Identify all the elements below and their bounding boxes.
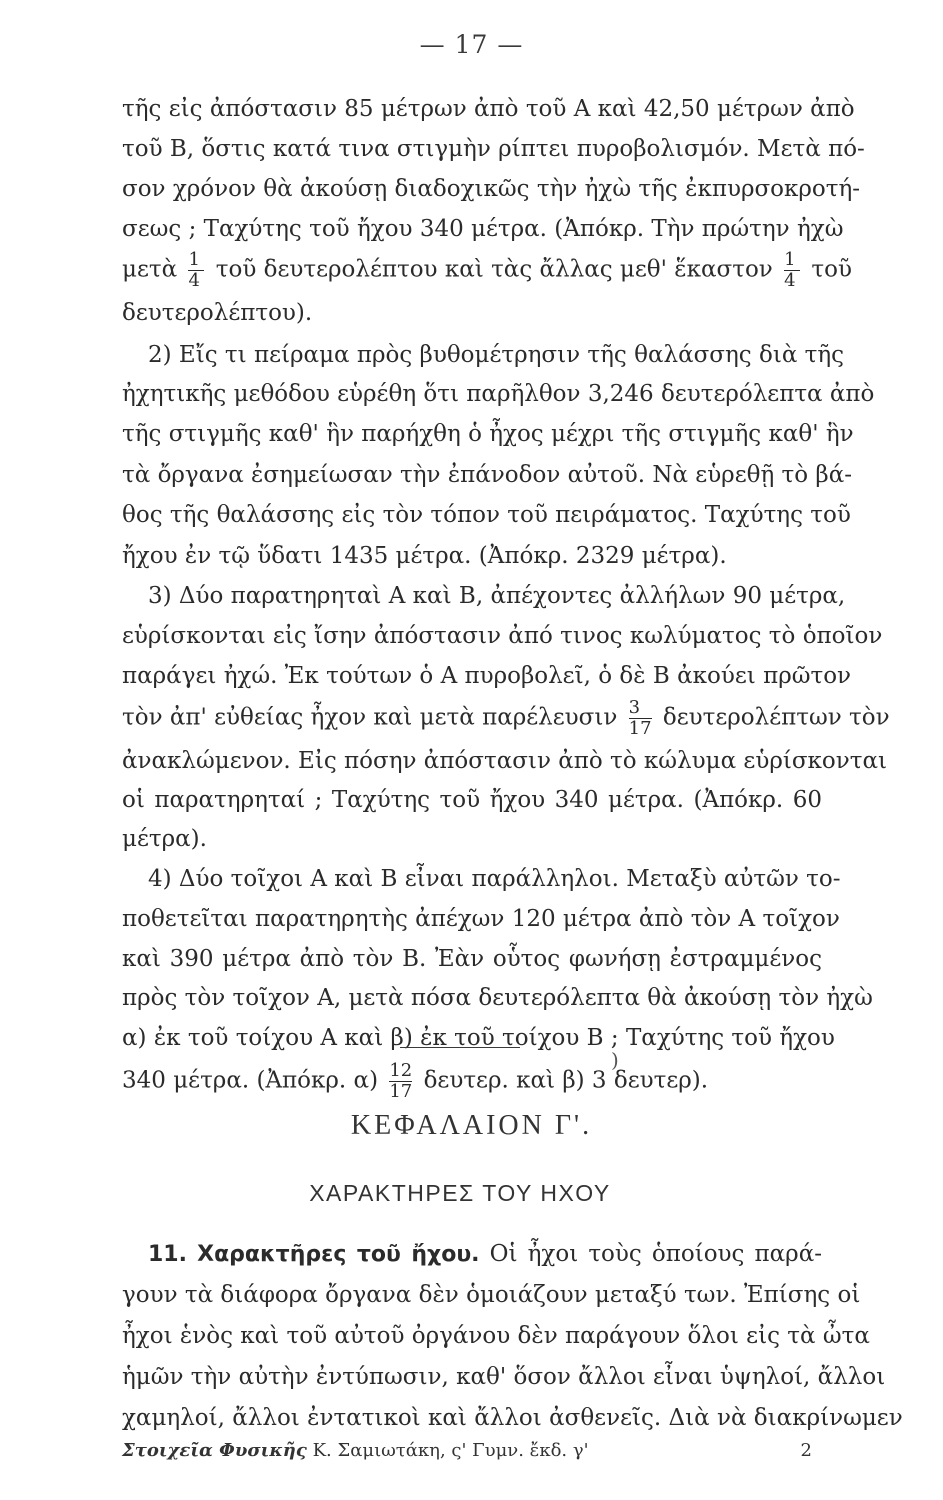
ex1-line-6: δευτερολέπτου).: [122, 300, 313, 326]
section-divider-rule: [400, 1047, 520, 1048]
ex1-line-5-b: τοῦ δευτερολέπτου καὶ τὰς ἄλλας μεθ' ἕκαστον: [215, 256, 773, 283]
ex3-line-3: παράγει ἠχώ. Ἐκ τούτων ὁ Α πυροβολεῖ, ὁ δὲ Β ἀκούει πρῶτον: [122, 663, 852, 689]
fraction-three-seventeenths: [629, 698, 652, 739]
fraction-numerator: 1: [784, 249, 796, 270]
fraction-one-quarter: [784, 250, 800, 291]
ex1-line-4: σεως ; Ταχύτης τοῦ ἤχου 340 μέτρα. (Ἀπόκρ. Τὴν πρώτην ἠχὼ: [122, 216, 844, 242]
ex2-line-1: 2) Εἴς τι πείραμα πρὸς βυθομέτρησιν τῆς θαλάσσης διὰ τῆς: [148, 342, 845, 368]
fraction-denominator: 4: [784, 270, 796, 291]
section-11-line-1: [148, 1237, 822, 1272]
ex4-line-5: α) ἐκ τοῦ τοίχου Α καὶ β) ἐκ τοῦ τοίχου Β ; Ταχύτης τοῦ ἤχου: [122, 1025, 835, 1051]
ex1-line-5-a: μετὰ: [122, 256, 178, 283]
page-number: — 17 —: [419, 30, 524, 59]
ex3-line-4-b: δευτερολέπτων τὸν: [662, 704, 890, 731]
section-11-line-2: γουν τὰ διάφορα ὄργανα δὲν ὁμοιάζουν μεταξύ των. Ἐπίσης οἱ: [122, 1282, 861, 1308]
ex2-line-6: ἤχου ἐν τῷ ὕδατι 1435 μέτρα. (Ἀπόκρ. 2329 μέτρα).: [122, 543, 727, 569]
ex1-line-1: τῆς εἰς ἀπόστασιν 85 μέτρων ἀπὸ τοῦ Α καὶ 42,50 μέτρων ἀπὸ: [122, 96, 855, 122]
ex3-line-7: μέτρα).: [122, 826, 207, 852]
ex3-line-1: 3) Δύο παρατηρηταὶ Α καὶ Β, ἀπέχοντες ἀλλήλων 90 μέτρα,: [148, 583, 846, 609]
ex2-line-4: τὰ ὄργανα ἐσημείωσαν τὴν ἐπάνοδον αὐτοῦ. Νὰ εὑρεθῇ τὸ βά-: [122, 462, 853, 488]
chapter-title: ΚΕΦΑΛΑΙΟΝ Γ'.: [350, 1110, 593, 1141]
ex1-line-5-c: τοῦ: [811, 256, 852, 283]
page-footer: [122, 1440, 812, 1461]
ex2-line-2: ἠχητικῆς μεθόδου εὑρέθη ὅτι παρῆλθον 3,246 δευτερόλεπτα ἀπὸ: [122, 381, 875, 407]
fraction-one-quarter: [188, 250, 204, 291]
section-11-line-3: ἦχοι ἑνὸς καὶ τοῦ αὐτοῦ ὀργάνου δὲν παράγουν ὅλοι εἰς τὰ ὦτα: [122, 1323, 870, 1349]
ex1-line-5: [122, 249, 852, 291]
ex4-line-6: [122, 1061, 822, 1102]
ex4-line-4: πρὸς τὸν τοῖχον Α, μετὰ πόσα δευτερόλεπτα θὰ ἀκούσῃ τὸν ἠχὼ: [122, 985, 873, 1011]
fraction-denominator: 17: [628, 718, 652, 739]
fraction-twelve-seventeenths: [389, 1061, 412, 1102]
ex4-line-6-a: 340 μέτρα. (Ἀπόκρ. α): [122, 1067, 379, 1094]
fraction-numerator: 1: [188, 249, 200, 270]
footer-book-title: Στοιχεῖα Φυσικῆς: [122, 1440, 307, 1461]
stray-mark: ): [611, 1048, 619, 1072]
section-11-line-1-text: Οἱ ἦχοι τοὺς ὁποίους παρά-: [489, 1241, 823, 1267]
ex4-line-2: ποθετεῖται παρατηρητὴς ἀπέχων 120 μέτρα ἀπὸ τὸν Α τοῖχον: [122, 906, 840, 932]
section-number: 11.: [148, 1242, 187, 1267]
fraction-numerator: 12: [389, 1060, 413, 1081]
ex2-line-3: τῆς στιγμῆς καθ' ἣν παρήχθη ὁ ἦχος μέχρι τῆς στιγμῆς καθ' ἣν: [122, 421, 854, 447]
ex3-line-5: ἀνακλώμενον. Εἰς πόσην ἀπόστασιν ἀπὸ τὸ κώλυμα εὑρίσκονται: [122, 748, 888, 774]
ex3-line-2: εὑρίσκονται εἰς ἴσην ἀπόστασιν ἀπό τινος κωλύματος τὸ ὁποῖον: [122, 623, 883, 649]
ex3-line-6: οἱ παρατηρηταί ; Ταχύτης τοῦ ἤχου 340 μέτρα. (Ἀπόκρ. 60: [122, 787, 822, 813]
ex4-line-3: καὶ 390 μέτρα ἀπὸ τὸν Β. Ἐὰν οὗτος φωνήσῃ ἐστραμμένος: [122, 946, 822, 972]
footer-signature-number: 2: [800, 1440, 812, 1461]
ex1-line-2: τοῦ Β, ὅστις κατά τινα στιγμὴν ρίπτει πυροβολισμόν. Μετὰ πό-: [122, 136, 865, 162]
section-11-line-4: ἡμῶν τὴν αὐτὴν ἐντύπωσιν, καθ' ὅσον ἄλλοι εἶναι ὑψηλοί, ἄλλοι: [122, 1364, 886, 1390]
ex4-line-1: 4) Δύο τοῖχοι Α καὶ Β εἶναι παράλληλοι. Μεταξὺ αὐτῶν το-: [148, 866, 841, 892]
section-heading: Χαρακτῆρες τοῦ ἤχου.: [197, 1242, 480, 1267]
section-11-line-5: χαμηλοί, ἄλλοι ἐντατικοὶ καὶ ἄλλοι ἀσθενεῖς. Διὰ νὰ διακρίνωμεν: [122, 1405, 903, 1431]
ex1-line-3: σον χρόνον θὰ ἀκούσῃ διαδοχικῶς τὴν ἠχὼ τῆς ἐκπυρσοκροτή-: [122, 176, 861, 202]
ex2-line-5: θος τῆς θαλάσσης εἰς τὸν τόπον τοῦ πειράματος. Ταχύτης τοῦ: [122, 502, 851, 528]
footer-signature: [122, 1440, 589, 1461]
fraction-numerator: 3: [628, 697, 641, 718]
ex3-line-4-a: τὸν ἀπ' εὐθείας ἦχον καὶ μετὰ παρέλευσιν: [122, 704, 618, 731]
chapter-subtitle: ΧΑΡΑΚΤΗΡΕΣ ΤΟΥ ΗΧΟΥ: [309, 1180, 611, 1206]
ex3-line-4: [122, 697, 890, 739]
ex4-line-6-b: δευτερ. καὶ β) 3 δευτερ).: [423, 1067, 709, 1094]
fraction-denominator: 17: [389, 1081, 413, 1102]
fraction-denominator: 4: [188, 270, 200, 291]
footer-author-edition: Κ. Σαμιωτάκη, ς' Γυμν. ἔκδ. γ': [312, 1440, 589, 1461]
